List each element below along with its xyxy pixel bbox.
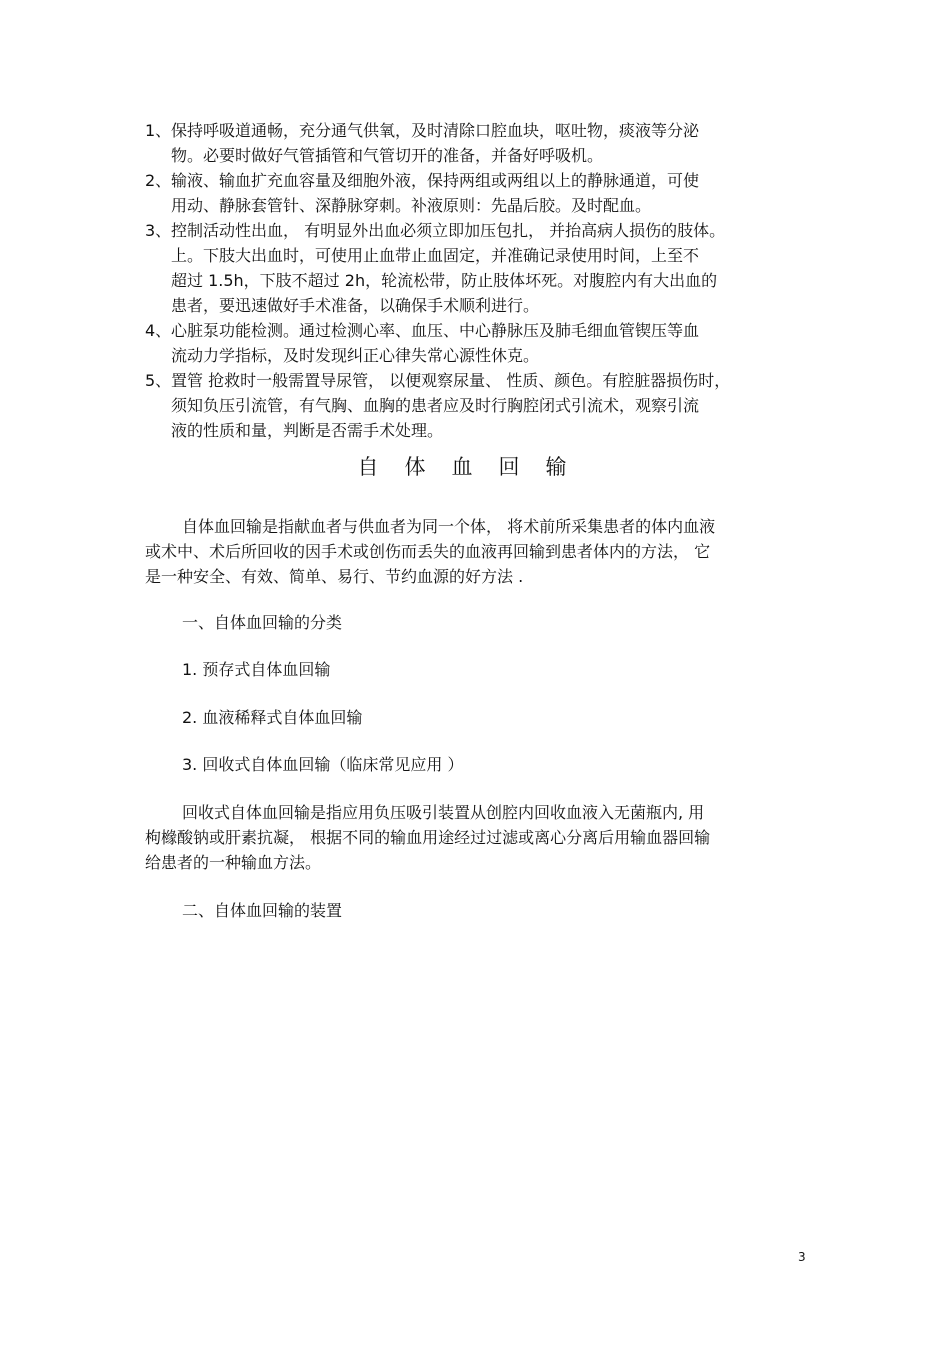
paragraph-line: 自体血回输是指献血者与供血者为同一个体， 将术前所采集患者的体内血液 [182, 517, 716, 536]
type-2-hemodilution: 2. 血液稀释式自体血回输 [182, 708, 363, 727]
item-number: 4、 [145, 321, 172, 340]
item-text-line: 保持呼吸道通畅，充分通气供氧，及时清除口腔血块，呕吐物，痰液等分泌 [171, 121, 700, 140]
item-text-line: 输液、输血扩充血容量及细胞外液，保持两组或两组以上的静脉通道，可使 [171, 171, 700, 190]
item-text-line: 心脏泵功能检测。通过检测心率、血压、中心静脉压及肺毛细血管锲压等血 [171, 321, 700, 340]
list-item-4 [145, 318, 825, 368]
item-text-line: 用动、静脉套管针、深静脉穿刺。补液原则：先晶后胶。及时配血。 [171, 196, 652, 215]
paragraph-line: 或术中、术后所回收的因手术或创伤而丢失的血液再回输到患者体内的方法， 它 [145, 542, 711, 561]
type-3-salvage: 3. 回收式自体血回输（临床常见应用 ） [182, 755, 464, 774]
heading-classification: 一、自体血回输的分类 [182, 613, 343, 632]
item-text-line: 患者，要迅速做好手术准备，以确保手术顺利进行。 [171, 296, 540, 315]
item-number: 3、 [145, 221, 172, 240]
list-item-5 [145, 368, 825, 443]
item-text-line: 流动力学指标，及时发现纠正心律失常心源性休克。 [171, 346, 540, 365]
item-text-line: 液的性质和量，判断是否需手术处理。 [171, 421, 444, 440]
page-number: 3 [798, 1250, 806, 1264]
paragraph-line: 枸橼酸钠或肝素抗凝， 根据不同的输血用途经过过滤或离心分离后用输血器回输 [145, 828, 711, 847]
heading-device: 二、自体血回输的装置 [182, 901, 343, 920]
section-title: 自体血回输 [357, 455, 593, 479]
type-1-preserved: 1. 预存式自体血回输 [182, 660, 331, 679]
item-number: 1、 [145, 121, 172, 140]
paragraph-line: 回收式自体血回输是指应用负压吸引装置从创腔内回收血液入无菌瓶内, 用 [182, 803, 705, 822]
list-item-3 [145, 218, 825, 318]
item-text-line: 控制活动性出血， 有明显外出血必须立即加压包扎， 并抬高病人损伤的肢体。 [171, 221, 726, 240]
list-item-2 [145, 168, 825, 218]
paragraph-line: 给患者的一种输血方法。 [145, 853, 322, 872]
paragraph-line: 是一种安全、有效、简单、易行、节约血源的好方法 . [145, 567, 524, 586]
intro-paragraph [145, 514, 810, 589]
item-text-line: 置管 抢救时一般需置导尿管， 以便观察尿量、 性质、颜色。有腔脏器损伤时， [171, 371, 731, 390]
recovery-paragraph [145, 800, 810, 875]
item-number: 2、 [145, 171, 172, 190]
item-number: 5、 [145, 371, 172, 390]
item-text-line: 超过 1.5h，下肢不超过 2h，轮流松带，防止肢体坏死。对腹腔内有大出血的 [171, 271, 718, 290]
list-item-1 [145, 118, 825, 168]
item-text-line: 上。下肢大出血时，可使用止血带止血固定，并准确记录使用时间，上至不 [171, 246, 700, 265]
item-text-line: 须知负压引流管，有气胸、血胸的患者应及时行胸腔闭式引流术，观察引流 [171, 396, 700, 415]
item-text-line: 物。必要时做好气管插管和气管切开的准备，并备好呼吸机。 [171, 146, 604, 165]
